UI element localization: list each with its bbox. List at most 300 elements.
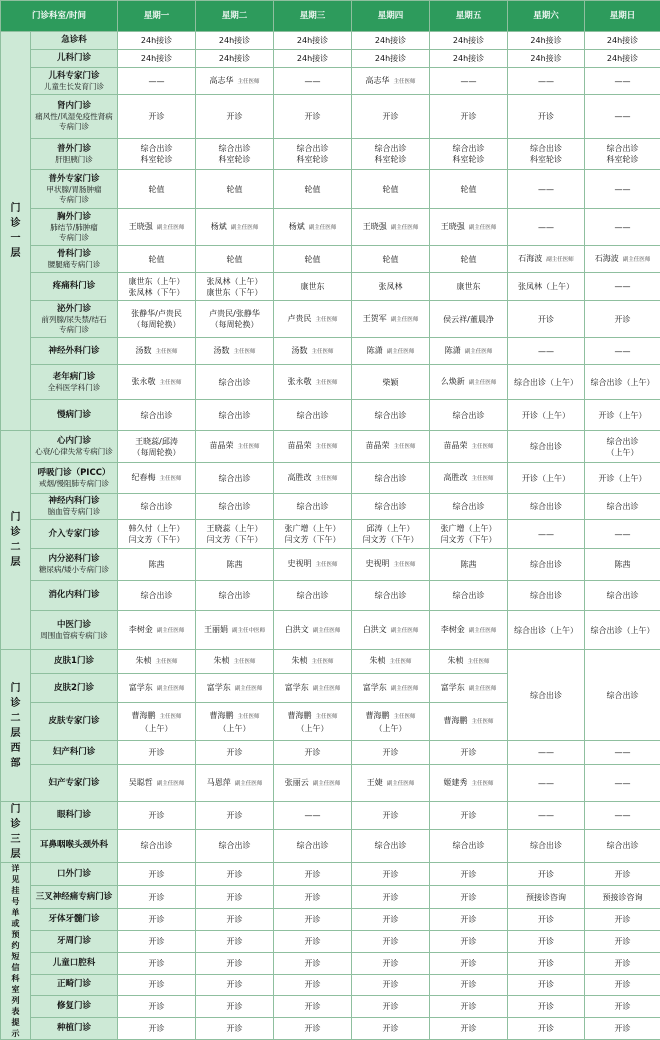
- schedule-cell: 综合出诊（上午）: [508, 611, 585, 650]
- schedule-cell: 开诊: [118, 974, 196, 996]
- schedule-cell: 开诊: [196, 952, 274, 974]
- schedule-cell: 综合出诊: [196, 463, 274, 494]
- table-row: [1, 952, 660, 974]
- doctor-title: 副主任医师: [391, 225, 419, 231]
- department-cell: 呼吸门诊（PICC） 戒烟/慢阻肺专病门诊: [31, 463, 118, 494]
- doctor-title: 主任医师: [156, 349, 178, 355]
- schedule-cell: 综合出诊 科室轮诊: [352, 139, 430, 170]
- schedule-cell: 24h接诊: [118, 50, 196, 68]
- schedule-cell: 综合出诊: [585, 581, 660, 611]
- schedule-cell: 开诊: [118, 930, 196, 952]
- schedule-cell: 开诊: [274, 863, 352, 886]
- schedule-cell: 开诊: [118, 802, 196, 830]
- doctor-title: 副主任医师: [313, 686, 341, 692]
- table-row: [1, 246, 660, 273]
- schedule-cell: 综合出诊: [118, 400, 196, 431]
- schedule-cell: ——: [508, 741, 585, 765]
- doctor-title: 主任医师: [238, 79, 260, 85]
- schedule-cell: ——: [585, 170, 660, 209]
- doctor-name: 曹海鹏: [210, 711, 234, 720]
- department-cell: 神经外科门诊: [31, 338, 118, 365]
- schedule-cell: ——: [585, 338, 660, 365]
- schedule-cell: [352, 301, 430, 338]
- doctor-name: 姬建秀: [444, 778, 468, 787]
- doctor-title: 副主任医师: [235, 781, 263, 787]
- schedule-cell: 综合出诊: [196, 365, 274, 400]
- schedule-cell: ——: [508, 802, 585, 830]
- schedule-cell: ——: [585, 209, 660, 246]
- schedule-cell: 轮值: [118, 170, 196, 209]
- schedule-cell: ——: [508, 68, 585, 95]
- schedule-cell: [118, 338, 196, 365]
- schedule-cell: 24h接诊: [352, 32, 430, 50]
- schedule-cell: 邱涛（上午） 闫文芳（下午）: [352, 520, 430, 549]
- schedule-cell: [352, 338, 430, 365]
- doctor-title: 副主任医师: [391, 317, 419, 323]
- schedule-cell: [352, 674, 430, 703]
- schedule-cell: 24h接诊: [585, 50, 660, 68]
- table-row: [1, 863, 660, 886]
- schedule-cell: 开诊: [430, 802, 508, 830]
- schedule-cell: [196, 765, 274, 802]
- schedule-cell: [196, 338, 274, 365]
- table-row: [1, 365, 660, 400]
- schedule-cell: 开诊: [196, 930, 274, 952]
- doctor-title: 副主任医师: [313, 628, 341, 634]
- schedule-cell: 综合出诊: [196, 581, 274, 611]
- header-cell: 星期四: [352, 1, 430, 32]
- table-row: [1, 170, 660, 209]
- doctor-title: 主任医师: [312, 659, 334, 665]
- doctor-name: 史视明: [288, 559, 312, 568]
- department-cell: 普外门诊 肝胆胰门诊: [31, 139, 118, 170]
- department-cell: 肾内门诊 痛风性/风湿免疫性肾病 专病门诊: [31, 95, 118, 139]
- schedule-cell: 综合出诊 科室轮诊: [585, 139, 660, 170]
- doctor-name: 张丽云: [285, 778, 309, 787]
- schedule-cell: 开诊: [118, 952, 196, 974]
- schedule-cell: 轮值: [196, 246, 274, 273]
- schedule-cell: ——: [508, 520, 585, 549]
- schedule-cell: ——: [585, 68, 660, 95]
- table-row: [1, 974, 660, 996]
- doctor-title: 副主任医师: [469, 686, 497, 692]
- table-row: [1, 581, 660, 611]
- department-cell: 修复门诊: [31, 996, 118, 1018]
- schedule-cell: 开诊: [585, 952, 660, 974]
- schedule-cell: 侯云祥/董晨净: [430, 301, 508, 338]
- schedule-cell: 综合出诊: [352, 829, 430, 862]
- schedule-cell: 开诊: [430, 741, 508, 765]
- department-cell: 疼痛科门诊: [31, 273, 118, 301]
- table-row: [1, 996, 660, 1018]
- schedule-cell: 曹海鹏 主任医师 （上午）: [352, 703, 430, 741]
- doctor-title: 主任医师: [160, 380, 182, 386]
- schedule-cell: 开诊: [585, 974, 660, 996]
- schedule-cell: 开诊: [352, 996, 430, 1018]
- department-cell: 慢病门诊: [31, 400, 118, 431]
- schedule-cell: 开诊: [508, 996, 585, 1018]
- schedule-cell: [274, 338, 352, 365]
- schedule-cell: 张凤林（上午）: [508, 273, 585, 301]
- department-cell: 皮肤1门诊: [31, 650, 118, 674]
- department-cell: 儿科门诊: [31, 50, 118, 68]
- schedule-cell: 综合出诊 科室轮诊: [196, 139, 274, 170]
- schedule-cell: [352, 549, 430, 581]
- schedule-cell: 轮值: [430, 170, 508, 209]
- schedule-cell: [274, 463, 352, 494]
- doctor-name: 杨斌: [289, 222, 305, 231]
- schedule-cell: ——: [585, 95, 660, 139]
- doctor-title: 主任医师: [316, 476, 338, 482]
- schedule-cell: 综合出诊: [118, 494, 196, 520]
- doctor-name: 苗晶荣: [210, 441, 234, 450]
- schedule-cell: 综合出诊: [508, 431, 585, 463]
- schedule-cell: 开诊: [430, 930, 508, 952]
- doctor-title: 副主任中医师: [232, 628, 265, 634]
- doctor-name: 朱桢: [292, 656, 308, 665]
- schedule-cell: 综合出诊: [508, 549, 585, 581]
- schedule-cell: 陈茜: [585, 549, 660, 581]
- schedule-cell: 张凤林（上午） 康世东（下午）: [196, 273, 274, 301]
- schedule-cell: 综合出诊: [585, 650, 660, 741]
- schedule-cell: [274, 674, 352, 703]
- schedule-cell: 轮值: [430, 246, 508, 273]
- schedule-cell: [274, 650, 352, 674]
- schedule-cell: 康世东: [274, 273, 352, 301]
- schedule-cell: [352, 650, 430, 674]
- schedule-cell: 开诊: [508, 974, 585, 996]
- schedule-cell: 开诊: [196, 741, 274, 765]
- schedule-cell: [196, 68, 274, 95]
- schedule-cell: 开诊: [274, 909, 352, 931]
- doctor-title: 副主任医师: [465, 349, 493, 355]
- doctor-title: 主任医师: [316, 380, 338, 386]
- schedule-cell: 曹海鹏 主任医师 （上午）: [196, 703, 274, 741]
- schedule-cell: 综合出诊: [508, 829, 585, 862]
- doctor-name: 曹海鹏: [288, 711, 312, 720]
- schedule-cell: ——: [585, 802, 660, 830]
- schedule-cell: 开诊: [352, 863, 430, 886]
- schedule-cell: 开诊: [196, 886, 274, 909]
- schedule-cell: 综合出诊: [430, 494, 508, 520]
- schedule-cell: 24h接诊: [118, 32, 196, 50]
- schedule-cell: 开诊: [508, 863, 585, 886]
- doctor-name: 汤数: [136, 346, 152, 355]
- schedule-cell: 综合出诊（上午）: [585, 365, 660, 400]
- department-cell: 儿科专家门诊 儿童生长发育门诊: [31, 68, 118, 95]
- schedule-cell: 综合出诊: [352, 400, 430, 431]
- doctor-name: 朱桢: [448, 656, 464, 665]
- schedule-cell: 综合出诊: [118, 581, 196, 611]
- schedule-cell: 开诊: [508, 909, 585, 931]
- table-row: [1, 494, 660, 520]
- schedule-cell: 王晓蕊（上午） 闫文芳（下午）: [196, 520, 274, 549]
- schedule-cell: 开诊: [430, 1018, 508, 1040]
- schedule-cell: 开诊: [118, 863, 196, 886]
- schedule-cell: 24h接诊: [585, 32, 660, 50]
- table-row: [1, 50, 660, 68]
- schedule-cell: 开诊: [430, 909, 508, 931]
- schedule-cell: 开诊: [196, 974, 274, 996]
- table-row: [1, 400, 660, 431]
- schedule-cell: 开诊: [118, 741, 196, 765]
- schedule-cell: 24h接诊: [274, 32, 352, 50]
- schedule-cell: 综合出诊（上午）: [585, 611, 660, 650]
- doctor-name: 朱桢: [214, 656, 230, 665]
- doctor-name: 富学东: [285, 683, 309, 692]
- table-row: [1, 273, 660, 301]
- schedule-cell: 综合出诊: [274, 400, 352, 431]
- schedule-cell: 综合出诊: [430, 581, 508, 611]
- doctor-title: 主任医师: [238, 444, 260, 450]
- doctor-title: 副主任医师: [391, 628, 419, 634]
- schedule-cell: 24h接诊: [274, 50, 352, 68]
- schedule-cell: 开诊: [352, 802, 430, 830]
- department-cell: 骨科门诊 腰腿痛专病门诊: [31, 246, 118, 273]
- schedule-cell: 开诊: [196, 863, 274, 886]
- table-row: [1, 930, 660, 952]
- schedule-cell: [274, 431, 352, 463]
- doctor-name: 高志华: [366, 76, 390, 85]
- schedule-cell: 轮值: [118, 246, 196, 273]
- doctor-title: 主任医师: [160, 714, 182, 720]
- doctor-title: 主任医师: [472, 444, 494, 450]
- doctor-title: 副主任医师: [469, 225, 497, 231]
- doctor-title: 主任医师: [238, 714, 260, 720]
- schedule-cell: [430, 431, 508, 463]
- doctor-name: 王晓强: [441, 222, 465, 231]
- schedule-cell: 开诊: [585, 996, 660, 1018]
- schedule-cell: 24h接诊: [196, 50, 274, 68]
- schedule-cell: 康世东（上午） 张凤林（下午）: [118, 273, 196, 301]
- schedule-cell: [196, 650, 274, 674]
- schedule-cell: [118, 650, 196, 674]
- schedule-cell: 综合出诊: [508, 494, 585, 520]
- schedule-cell: 开诊: [196, 996, 274, 1018]
- schedule-cell: 综合出诊 （上午）: [585, 431, 660, 463]
- doctor-name: 高胜改: [288, 473, 312, 482]
- schedule-cell: 开诊: [352, 95, 430, 139]
- schedule-cell: 开诊: [430, 95, 508, 139]
- doctor-name: 朱桢: [136, 656, 152, 665]
- department-cell: 泌外门诊 前列腺/尿失禁/结石 专病门诊: [31, 301, 118, 338]
- table-row: [1, 909, 660, 931]
- schedule-cell: 开诊: [585, 863, 660, 886]
- schedule-cell: [118, 611, 196, 650]
- schedule-cell: 综合出诊: [196, 829, 274, 862]
- table-row: [1, 886, 660, 909]
- schedule-cell: 综合出诊: [352, 581, 430, 611]
- table-row: [1, 139, 660, 170]
- schedule-cell: [430, 650, 508, 674]
- schedule-cell: 曹海鹏 主任医师 （上午）: [118, 703, 196, 741]
- department-cell: 消化内科门诊: [31, 581, 118, 611]
- schedule-cell: 开诊: [274, 1018, 352, 1040]
- doctor-title: 主任医师: [472, 719, 494, 725]
- schedule-cell: 开诊: [585, 301, 660, 338]
- doctor-name: 苗晶荣: [366, 441, 390, 450]
- schedule-cell: 开诊（上午）: [508, 400, 585, 431]
- department-cell: 口外门诊: [31, 863, 118, 886]
- department-cell: 皮肤专家门诊: [31, 703, 118, 741]
- schedule-cell: 综合出诊 科室轮诊: [508, 139, 585, 170]
- schedule-cell: 开诊: [430, 996, 508, 1018]
- schedule-cell: ——: [118, 68, 196, 95]
- schedule-cell: [274, 301, 352, 338]
- doctor-title: 主任医师: [394, 444, 416, 450]
- schedule-cell: 开诊: [508, 301, 585, 338]
- doctor-name: 王晓强: [129, 222, 153, 231]
- department-cell: 牙体牙髓门诊: [31, 909, 118, 931]
- schedule-cell: 开诊: [508, 95, 585, 139]
- schedule-cell: [118, 674, 196, 703]
- schedule-cell: 开诊（上午）: [585, 400, 660, 431]
- schedule-cell: [118, 765, 196, 802]
- doctor-name: 王贺军: [363, 314, 387, 323]
- table-row: [1, 520, 660, 549]
- doctor-name: 曹海鹏: [366, 711, 390, 720]
- schedule-cell: 康世东: [430, 273, 508, 301]
- doctor-name: 富学东: [441, 683, 465, 692]
- schedule-cell: 综合出诊: [274, 829, 352, 862]
- doctor-name: 白洪文: [285, 625, 309, 634]
- schedule-cell: 开诊: [585, 909, 660, 931]
- schedule-cell: 开诊: [508, 952, 585, 974]
- table-row: [1, 829, 660, 862]
- schedule-cell: 综合出诊: [508, 650, 585, 741]
- department-cell: 老年病门诊 全科医学科门诊: [31, 365, 118, 400]
- schedule-cell: ——: [508, 209, 585, 246]
- schedule-cell: 综合出诊: [352, 494, 430, 520]
- table-row: [1, 95, 660, 139]
- doctor-name: 白洪文: [363, 625, 387, 634]
- schedule-cell: 陈茜: [196, 549, 274, 581]
- doctor-title: 主任医师: [472, 781, 494, 787]
- doctor-name: 杨斌: [211, 222, 227, 231]
- schedule-cell: 综合出诊: [585, 494, 660, 520]
- schedule-cell: 开诊: [352, 1018, 430, 1040]
- schedule-cell: 开诊: [352, 741, 430, 765]
- floor-label: 门 诊 二 层 西 部: [1, 650, 31, 802]
- doctor-name: 陈潇: [367, 346, 383, 355]
- table-row: [1, 32, 660, 50]
- header-cell: 星期六: [508, 1, 585, 32]
- schedule-cell: [352, 209, 430, 246]
- schedule-cell: [430, 209, 508, 246]
- doctor-name: 富学东: [363, 683, 387, 692]
- doctor-title: 副主任医师: [387, 349, 415, 355]
- schedule-cell: ——: [585, 765, 660, 802]
- table-row: [1, 431, 660, 463]
- schedule-cell: 轮值: [196, 170, 274, 209]
- schedule-cell: 综合出诊 科室轮诊: [118, 139, 196, 170]
- schedule-cell: 综合出诊: [274, 581, 352, 611]
- schedule-cell: 开诊: [118, 886, 196, 909]
- schedule-cell: ——: [508, 338, 585, 365]
- doctor-name: 曹海鹏: [132, 711, 156, 720]
- schedule-cell: 24h接诊: [508, 32, 585, 50]
- doctor-title: 主任医师: [472, 476, 494, 482]
- schedule-cell: [196, 209, 274, 246]
- schedule-cell: 轮值: [274, 170, 352, 209]
- doctor-title: 主任医师: [316, 317, 338, 323]
- schedule-cell: 综合出诊: [430, 829, 508, 862]
- doctor-title: 副主任医师: [623, 257, 651, 263]
- header-row: [1, 1, 660, 32]
- schedule-cell: 开诊: [118, 909, 196, 931]
- schedule-cell: 综合出诊: [430, 400, 508, 431]
- doctor-name: 曹海鹏: [444, 716, 468, 725]
- table-row: [1, 338, 660, 365]
- floor-label: 门 诊 二 层: [1, 431, 31, 650]
- department-cell: 普外专家门诊 甲状腺/胃肠肿瘤 专病门诊: [31, 170, 118, 209]
- schedule-cell: 开诊: [430, 974, 508, 996]
- table-row: [1, 765, 660, 802]
- doctor-title: 主任医师: [234, 659, 256, 665]
- schedule-cell: ——: [508, 765, 585, 802]
- schedule-cell: [430, 611, 508, 650]
- doctor-name: 李树金: [441, 625, 465, 634]
- doctor-name: 么焕新: [441, 377, 465, 386]
- schedule-cell: 24h接诊: [430, 32, 508, 50]
- schedule-cell: 开诊: [430, 952, 508, 974]
- schedule-cell: 综合出诊: [352, 463, 430, 494]
- doctor-title: 主任医师: [156, 659, 178, 665]
- schedule-cell: 曹海鹏 主任医师 （上午）: [274, 703, 352, 741]
- doctor-title: 主任医师: [394, 79, 416, 85]
- doctor-title: 副主任医师: [309, 225, 337, 231]
- table-row: [1, 650, 660, 674]
- schedule-cell: [196, 431, 274, 463]
- schedule-cell: [352, 431, 430, 463]
- schedule-cell: [274, 549, 352, 581]
- table-row: [1, 611, 660, 650]
- schedule-cell: 开诊: [196, 909, 274, 931]
- doctor-title: 副主任医师: [469, 380, 497, 386]
- schedule-cell: [118, 365, 196, 400]
- schedule-cell: [430, 703, 508, 741]
- department-cell: 三叉神经痛专病门诊: [31, 886, 118, 909]
- schedule-cell: 张凤林: [352, 273, 430, 301]
- doctor-title: 副主任医师: [469, 628, 497, 634]
- department-cell: 内分泌科门诊 糖尿病/矮小专病门诊: [31, 549, 118, 581]
- schedule-cell: 综合出诊: [196, 400, 274, 431]
- schedule-cell: 综合出诊: [585, 829, 660, 862]
- schedule-cell: 轮值: [352, 170, 430, 209]
- schedule-cell: ——: [274, 802, 352, 830]
- doctor-name: 高志华: [210, 76, 234, 85]
- schedule-cell: [430, 338, 508, 365]
- department-cell: 急诊科: [31, 32, 118, 50]
- doctor-title: 副主任医师: [157, 686, 185, 692]
- schedule-cell: 综合出诊: [196, 494, 274, 520]
- schedule-cell: [430, 463, 508, 494]
- doctor-title: 主任医师: [394, 714, 416, 720]
- doctor-name: 卢贵民: [288, 314, 312, 323]
- schedule-cell: [274, 365, 352, 400]
- schedule-cell: 开诊: [508, 1018, 585, 1040]
- department-cell: 皮肤2门诊: [31, 674, 118, 703]
- header-cell: 星期一: [118, 1, 196, 32]
- header-cell: 星期日: [585, 1, 660, 32]
- department-cell: 耳鼻咽喉头颈外科: [31, 829, 118, 862]
- doctor-title: 副主任医师: [157, 628, 185, 634]
- department-cell: 中医门诊 周围血管病专病门诊: [31, 611, 118, 650]
- doctor-name: 史视明: [366, 559, 390, 568]
- schedule-cell: 24h接诊: [196, 32, 274, 50]
- department-cell: 胸外门诊 肺结节/肺肿瘤 专病门诊: [31, 209, 118, 246]
- doctor-title: 副主任医师: [157, 781, 185, 787]
